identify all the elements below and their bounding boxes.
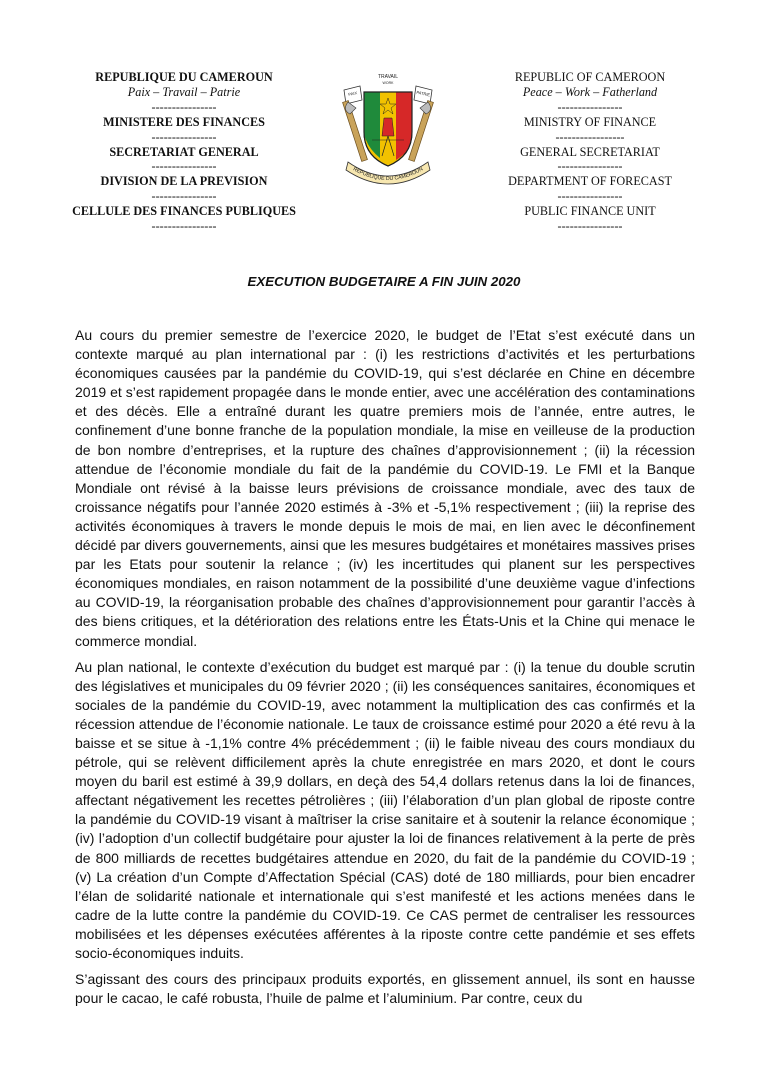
separator: ----------------- <box>555 129 625 144</box>
emblem-top-text: TRAVAIL <box>377 74 399 80</box>
letterhead <box>0 70 768 240</box>
country-name-fr: REPUBLIQUE DU CAMEROUN <box>95 70 273 84</box>
letterhead-right-english <box>490 70 690 234</box>
separator: ---------------- <box>557 99 623 114</box>
separator: ---------------- <box>151 129 217 144</box>
emblem-top-text-en: WORK <box>382 81 394 85</box>
separator: ---------------- <box>557 159 623 174</box>
unit-fr: CELLULE DES FINANCES PUBLIQUES <box>72 204 296 219</box>
separator: ---------------- <box>557 189 623 204</box>
document-body <box>75 326 695 1015</box>
secretariat-fr: SECRETARIAT GENERAL <box>109 144 259 159</box>
separator: ---------------- <box>151 99 217 114</box>
division-en: DEPARTMENT OF FORECAST <box>508 174 672 189</box>
emblem-banner-text: REPUBLIQUE DU CAMEROUN <box>351 166 425 183</box>
paragraph-national-context: Au plan national, le contexte d’exécution du budget est marqué par : (i) la tenue du double scrutin des législatives et municipales du 09 février 2020 ; (ii) les conséquences sanitaires, économiques et sociales de la pandémie du COVID-19, avec notamment la multiplication des cas confirmés et la récession attendue de l’économie nationale. Le taux de croissance estimé pour 2020 a été revu à la baisse et se situe à -1,1% contre 4% précédemment ; (ii) le faible niveau des cours mondiaux du pétrole, qui se relèvent difficilement après la chute enregistrée en mars 2020, et dont le cours moyen du baril est estimé à 39,9 dollars, en deçà des 54,4 dollars retenus dans la loi de finances, affectant négativement les recettes pétrolières ; (iii) l’élaboration d’un plan global de riposte contre la pandémie du COVID-19 visant à maîtriser la crise sanitaire et à soutenir la relance économique ; (iv) l’adoption d’un collectif budgétaire pour ajuster la loi de finances relativement à la perte de près de 800 milliards de recettes budgétaires attendue en 2020, du fait de la pandémie du COVID-19 ; (v) La création d’un Compte d’Affectation Spécial (CAS) doté de 180 milliards, pour bien encadrer l’élan de solidarité nationale et internationale qui s’est manifesté et les actions menées dans le cadre de la lutte contre la pandémie du COVID-19. Ce CAS permet de centraliser les ressources mobilisées et les dépenses exécutées afférentes à la riposte contre cette pandémie et ses effets socio-économiques induits. <box>75 658 695 961</box>
emblem-right-text: PATRIE <box>416 89 431 98</box>
separator: ---------------- <box>151 189 217 204</box>
letterhead-left-french <box>60 70 308 234</box>
motto-en: Peace – Work – Fatherland <box>522 84 658 99</box>
ministry-en: MINISTRY OF FINANCE <box>523 114 657 129</box>
emblem-left-text: PAIX <box>347 90 358 97</box>
motto-fr: Paix – Travail – Patrie <box>127 84 241 99</box>
separator: ---------------- <box>151 159 217 174</box>
ministry-fr: MINISTERE DES FINANCES <box>103 114 265 129</box>
paragraph-export-prices: S’agissant des cours des principaux produits exportés, en glissement annuel, ils sont en hausse pour le cacao, le café robusta, l’huile de palme et l’aluminium. Par contre, ceux du <box>75 971 695 1007</box>
cameroon-coat-of-arms-icon <box>334 70 442 190</box>
separator: ---------------- <box>557 219 623 234</box>
paragraph-international-context: Au cours du premier semestre de l’exercice 2020, le budget de l’Etat s’est exécuté dans un contexte marqué au plan international par : (i) les restrictions d’activités et les perturbations économiques causées par la pandémie du COVID-19, qui s’est déclarée en Chine en décembre 2019 et s’est rapidement propagée dans le monde entier, avec une accélération des contaminations et des décès. Elle a entraîné durant les quatre premiers mois de l’année, entre autres, le confinement d’une bonne franche de la population mondiale, la mise en veilleuse de la production de bon nombre d’entreprises, et la rupture des chaînes d’approvisionnement ; (ii) la récession attendue de l’économie mondiale du fait de la pandémie du COVID-19. Le FMI et la Banque Mondiale ont révisé à la baisse leurs prévisions de croissance mondiale, avec des taux de croissance négatifs pour l’année 2020 estimés à -3% et -5,1% respectivement ; (iii) la reprise des activités économiques à travers le monde depuis le mois de mai, en lien avec le déconfinement décidé par divers gouvernements, ainsi que les mesures budgétaires et monétaires massives prises par les Etats pour soutenir la relance ; (iv) les incertitudes qui planent sur les perspectives économiques mondiales, en raison notamment de la possibilité d’une deuxième vague d’infections au COVID-19, la réorganisation probable des chaînes d’approvisionnement pour garantir l’accès à des biens critiques, et la détérioration des relations entre les États-Unis et la Chine qui menace le commerce mondial. <box>75 327 695 649</box>
document-title: EXECUTION BUDGETAIRE A FIN JUIN 2020 <box>247 274 521 289</box>
division-fr: DIVISION DE LA PREVISION <box>100 174 268 189</box>
separator: ---------------- <box>151 219 217 234</box>
unit-en: PUBLIC FINANCE UNIT <box>524 204 656 219</box>
country-name-en: REPUBLIC OF CAMEROON <box>514 70 666 84</box>
secretariat-en: GENERAL SECRETARIAT <box>520 144 660 159</box>
